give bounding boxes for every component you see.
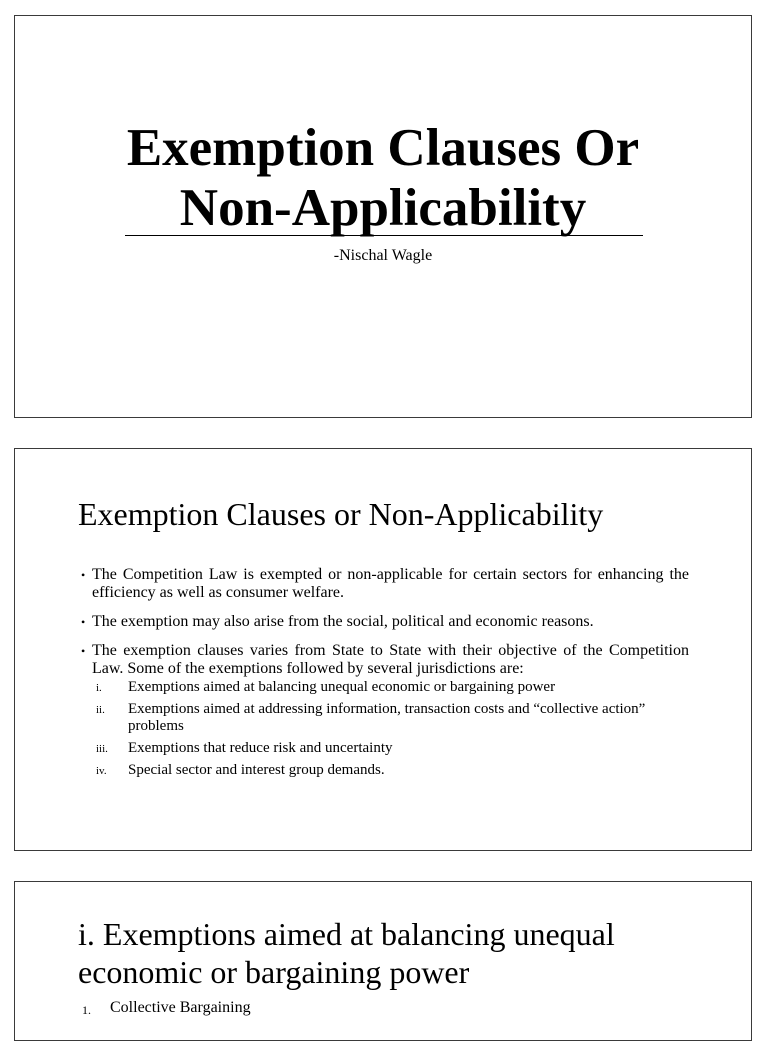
roman-sub-list xyxy=(92,679,689,779)
author-name: -Nischal Wagle xyxy=(333,247,433,264)
bullet-marker: • xyxy=(81,615,86,629)
title-line-1: Exemption Clauses Or xyxy=(126,119,640,177)
sub-list-text: Exemptions that reduce risk and uncertainty xyxy=(128,740,393,756)
bullet-marker: • xyxy=(81,644,86,658)
sub-list-text: Exemptions aimed at addressing information, transaction costs and “collective action” problems xyxy=(128,701,646,734)
sub-list-item xyxy=(92,762,689,779)
sub-list-number: i. xyxy=(96,682,102,694)
bullet-item xyxy=(81,642,689,779)
content-slide xyxy=(14,448,752,851)
sub-list-item xyxy=(92,701,689,735)
content-slide xyxy=(14,881,752,1041)
sub-list-number: iv. xyxy=(96,765,107,777)
sub-list-text: Exemptions aimed at balancing unequal economic or bargaining power xyxy=(128,679,556,695)
slide-heading: i. Exemptions aimed at balancing unequal economic or bargaining power xyxy=(78,916,615,990)
bullet-text: The exemption clauses varies from State to State with their objective of the Competition Law. Some of the exemptions followed by several jurisdictions are: xyxy=(92,642,689,677)
sub-list-item xyxy=(92,740,689,757)
bullet-list xyxy=(81,566,689,790)
numbered-list-item xyxy=(81,998,251,1018)
bullet-item xyxy=(81,613,689,631)
sub-list-number: ii. xyxy=(96,704,105,716)
title-line-2: Non-Applicability xyxy=(179,179,587,237)
title-underline xyxy=(125,235,643,236)
bullet-text: The exemption may also arise from the social, political and economic reasons. xyxy=(92,613,594,630)
bullet-text: The Competition Law is exempted or non-applicable for certain sectors for enhancing the efficiency as well as consumer welfare. xyxy=(92,566,689,601)
sub-list-item xyxy=(92,679,689,696)
sub-list-text: Special sector and interest group demands. xyxy=(128,762,385,778)
slide-heading: Exemption Clauses or Non-Applicability xyxy=(78,496,604,532)
numbered-list xyxy=(81,998,251,1018)
list-number: 1. xyxy=(82,1003,91,1017)
list-text: Collective Bargaining xyxy=(110,999,251,1016)
sub-list-number: iii. xyxy=(96,743,108,755)
bullet-item xyxy=(81,566,689,602)
title-slide xyxy=(14,15,752,418)
bullet-marker: • xyxy=(81,568,86,582)
slide-title xyxy=(15,118,751,238)
